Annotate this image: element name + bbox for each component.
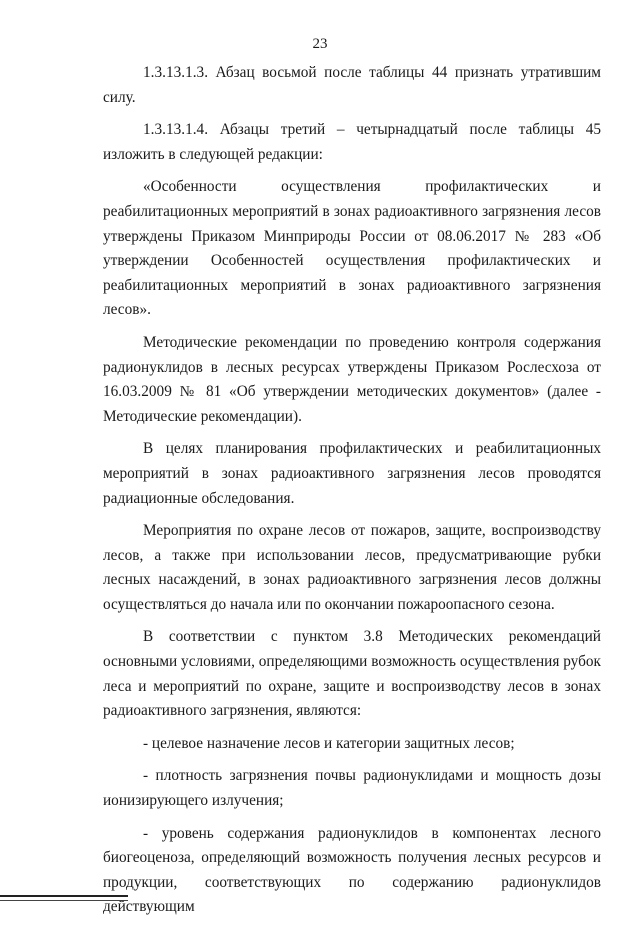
paragraph-features-order: «Особенности осуществления профилактических и реабилитационных мероприятий в зонах радиоактивного загрязнения лесов утверждены Приказом Минприроды России от 08.06.2017 № 283 «Об утверждении Особенностей осуществления профилактических и реабилитационных мероприятий в зонах радиоактивного загрязнения лесов». (103, 178, 601, 319)
list-item-forest-purpose: - целевое назначение лесов и категории защитных лесов; (143, 734, 515, 752)
paragraph-fire-protection-measures: Мероприятия по охране лесов от пожаров, защите, воспроизводству лесов, а также при использовании лесов, предусматривающие рубки лесных насаждений, в зонах радиоактивного загрязнения лесов должны осуществляться до начала или по окончании пожароопасного сезона. (103, 522, 601, 613)
paragraph-methodical-recommendations: Методические рекомендации по проведению контроля содержания радионуклидов в лесных ресурсах утверждены Приказом Рослесхоза от 16.03.2009 № 81 «Об утверждении методических документов» (далее - Методические рекомендации). (103, 333, 601, 425)
document-body (103, 61, 601, 928)
list-item-radionuclide-level: - уровень содержания радионуклидов в компонентах лесного биогеоценоза, определяющий возможность получения лесных ресурсов и продукции, соответствующих по содержанию радионуклидов действующим (103, 824, 601, 916)
paragraph-radiation-surveys: В целях планирования профилактических и реабилитационных мероприятий в зонах радиоактивного загрязнения лесов проводятся радиационные обследования. (103, 440, 601, 507)
paragraph-1-3-13-1-4: 1.3.13.1.4. Абзацы третий – четырнадцатый после таблицы 45 изложить в следующей редакции: (103, 121, 601, 163)
page-number: 23 (312, 36, 328, 52)
paragraph-1-3-13-1-3: 1.3.13.1.3. Абзац восьмой после таблицы 44 признать утратившим силу. (103, 64, 601, 106)
paragraph-conditions-intro: В соответствии с пунктом 3.8 Методических рекомендаций основными условиями, определяющими возможность осуществления рубок леса и мероприятий по охране, защите и воспроизводству лесов в зонах радиоактивного загрязнения, являются: (103, 628, 601, 720)
footer-rule (0, 895, 128, 897)
list-item-soil-contamination: - плотность загрязнения почвы радионуклидами и мощность дозы ионизирующего излучения; (103, 767, 601, 810)
